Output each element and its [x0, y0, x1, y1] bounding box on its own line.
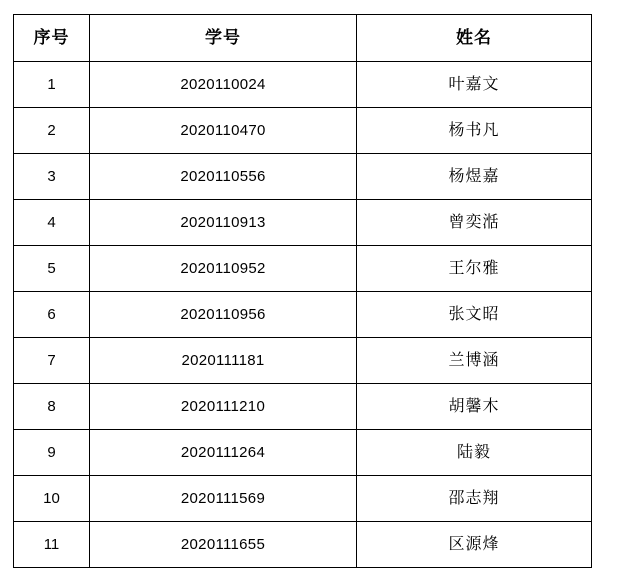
cell-index: 3 — [14, 154, 90, 200]
table-header — [14, 15, 592, 62]
cell-student-id: 2020111655 — [90, 522, 357, 568]
cell-name: 叶嘉文 — [357, 62, 592, 108]
cell-name: 杨书凡 — [357, 108, 592, 154]
table-row — [14, 338, 592, 384]
table-row — [14, 292, 592, 338]
cell-index: 11 — [14, 522, 90, 568]
column-header-index: 序号 — [14, 15, 90, 62]
table-row — [14, 476, 592, 522]
cell-student-id: 2020111569 — [90, 476, 357, 522]
cell-student-id: 2020110913 — [90, 200, 357, 246]
cell-name: 王尔雅 — [357, 246, 592, 292]
table-row — [14, 246, 592, 292]
table-row — [14, 62, 592, 108]
cell-name: 曾奕湉 — [357, 200, 592, 246]
cell-student-id: 2020110556 — [90, 154, 357, 200]
cell-student-id: 2020111210 — [90, 384, 357, 430]
cell-name: 张文昭 — [357, 292, 592, 338]
table-body — [14, 62, 592, 568]
cell-name: 区源烽 — [357, 522, 592, 568]
table-row — [14, 200, 592, 246]
cell-name: 兰博涵 — [357, 338, 592, 384]
cell-name: 陆毅 — [357, 430, 592, 476]
cell-index: 1 — [14, 62, 90, 108]
cell-index: 9 — [14, 430, 90, 476]
cell-index: 5 — [14, 246, 90, 292]
cell-index: 2 — [14, 108, 90, 154]
table-header-row — [14, 15, 592, 62]
cell-student-id: 2020111181 — [90, 338, 357, 384]
cell-name: 邵志翔 — [357, 476, 592, 522]
column-header-student-id: 学号 — [90, 15, 357, 62]
student-roster-table — [13, 14, 592, 568]
cell-name: 杨煜嘉 — [357, 154, 592, 200]
table-row — [14, 430, 592, 476]
table-row — [14, 154, 592, 200]
cell-name: 胡馨木 — [357, 384, 592, 430]
cell-student-id: 2020110956 — [90, 292, 357, 338]
table-row — [14, 522, 592, 568]
cell-index: 7 — [14, 338, 90, 384]
cell-index: 10 — [14, 476, 90, 522]
cell-student-id: 2020110470 — [90, 108, 357, 154]
cell-student-id: 2020111264 — [90, 430, 357, 476]
cell-index: 6 — [14, 292, 90, 338]
cell-index: 4 — [14, 200, 90, 246]
column-header-name: 姓名 — [357, 15, 592, 62]
table-row — [14, 384, 592, 430]
cell-student-id: 2020110024 — [90, 62, 357, 108]
cell-student-id: 2020110952 — [90, 246, 357, 292]
cell-index: 8 — [14, 384, 90, 430]
table-row — [14, 108, 592, 154]
